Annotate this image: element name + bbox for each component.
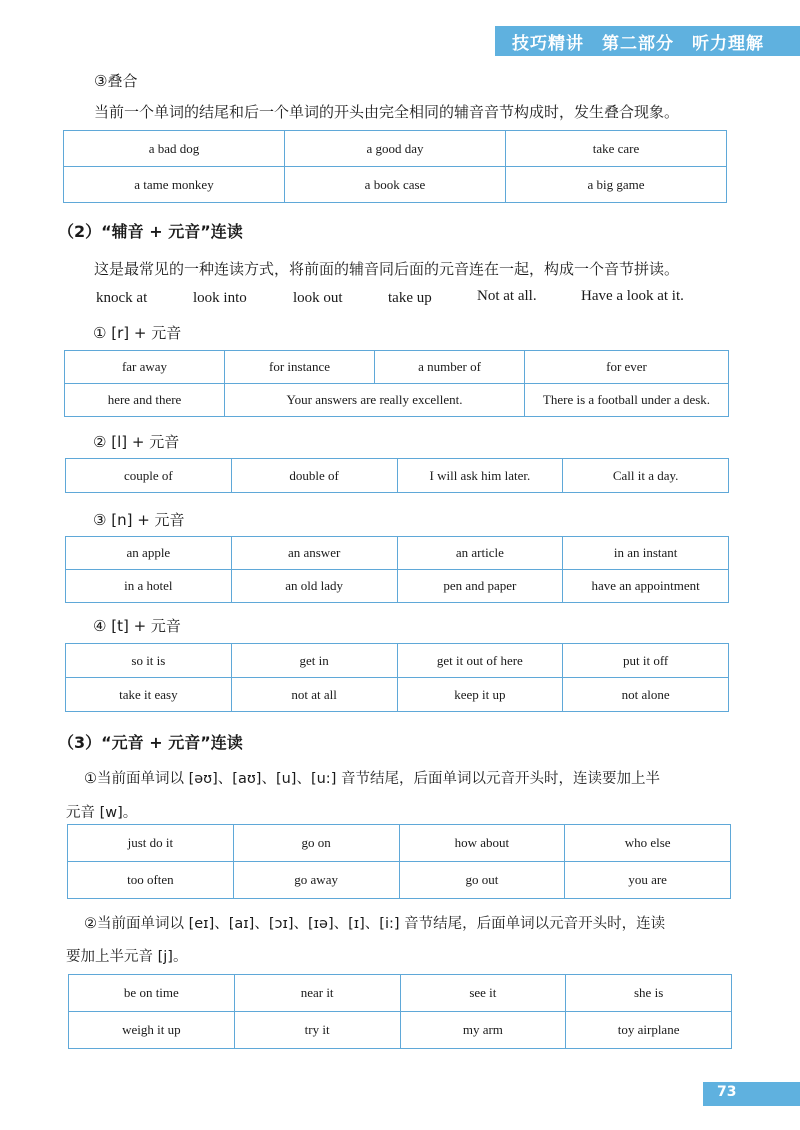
overlap-description: 当前一个单词的结尾和后一个单词的开头由完全相同的辅音音节构成时，发生叠合现象。 <box>94 103 680 121</box>
table-cell: Your answers are really excellent. <box>225 384 525 417</box>
table-cell: in an instant <box>563 537 729 570</box>
r-linking-table <box>64 350 729 417</box>
table-cell: toy airplane <box>566 1012 732 1049</box>
n-linking-table <box>65 536 729 603</box>
j-linking-table <box>68 974 732 1049</box>
table-cell: so it is <box>66 644 232 678</box>
example-phrase: take up <box>388 290 432 306</box>
table-cell: go out <box>399 862 565 899</box>
table-cell: pen and paper <box>397 570 563 603</box>
table-cell: double of <box>231 459 397 493</box>
overlap-table <box>63 130 727 203</box>
subsection-l-title: ② [l] + 元音 <box>93 433 180 451</box>
subsection-r-title: ① [r] + 元音 <box>93 324 182 342</box>
table-row <box>64 167 727 203</box>
table-row <box>66 459 729 493</box>
table-cell: not at all <box>231 678 397 712</box>
table-row <box>65 384 729 417</box>
table-cell: an old lady <box>231 570 397 603</box>
table-cell: There is a football under a desk. <box>525 384 729 417</box>
table-cell: Call it a day. <box>563 459 729 493</box>
table-cell: an article <box>397 537 563 570</box>
table-cell: an apple <box>66 537 232 570</box>
section-3-title: （3）“元音 + 元音”连读 <box>58 733 243 752</box>
table-cell: get it out of here <box>397 644 563 678</box>
table-cell: a good day <box>285 131 506 167</box>
table-cell: a bad dog <box>64 131 285 167</box>
table-cell: a tame monkey <box>64 167 285 203</box>
w-linking-table <box>67 824 731 899</box>
l-linking-table <box>65 458 729 493</box>
table-cell: not alone <box>563 678 729 712</box>
table-cell: who else <box>565 825 731 862</box>
table-cell: a number of <box>375 351 525 384</box>
table-cell: take care <box>506 131 727 167</box>
section-2-description: 这是最常见的一种连读方式，将前面的辅音同后面的元音连在一起，构成一个音节拼读。 <box>94 260 680 278</box>
table-cell: weigh it up <box>69 1012 235 1049</box>
overlap-title: ③叠合 <box>94 72 138 90</box>
table-cell: you are <box>565 862 731 899</box>
rule-w-text-cont: 元音 [w]。 <box>66 805 138 821</box>
table-cell: go away <box>233 862 399 899</box>
table-cell: just do it <box>68 825 234 862</box>
table-cell: go on <box>233 825 399 862</box>
table-cell: for instance <box>225 351 375 384</box>
rule-w-text: ①当前面单词以 [əʊ]、[aʊ]、[u]、[u:] 音节结尾，后面单词以元音开头时，连读要加上半 <box>84 771 660 787</box>
table-cell: a book case <box>285 167 506 203</box>
table-cell: I will ask him later. <box>397 459 563 493</box>
table-cell: be on time <box>69 975 235 1012</box>
table-cell: in a hotel <box>66 570 232 603</box>
table-cell: here and there <box>65 384 225 417</box>
table-cell: far away <box>65 351 225 384</box>
section-2-title: （2）“辅音 + 元音”连读 <box>58 222 243 241</box>
subsection-n-title: ③ [n] + 元音 <box>93 511 185 529</box>
header-title: 技巧精讲 第二部分 听力理解 <box>512 34 764 54</box>
table-cell: near it <box>234 975 400 1012</box>
table-row <box>66 644 729 678</box>
example-phrase: Not at all. <box>477 288 537 304</box>
table-cell: she is <box>566 975 732 1012</box>
table-cell: an answer <box>231 537 397 570</box>
table-cell: couple of <box>66 459 232 493</box>
table-cell: try it <box>234 1012 400 1049</box>
table-row <box>68 862 731 899</box>
table-row <box>64 131 727 167</box>
table-row <box>68 825 731 862</box>
table-row <box>65 351 729 384</box>
example-phrase: look out <box>293 290 343 306</box>
table-row <box>66 537 729 570</box>
table-cell: my arm <box>400 1012 566 1049</box>
example-phrase: knock at <box>96 290 148 306</box>
table-cell: too often <box>68 862 234 899</box>
rule-j-text: ②当前面单词以 [eɪ]、[aɪ]、[ɔɪ]、[ɪə]、[ɪ]、[i:] 音节结尾，后面单词以元音开头时，连读 <box>84 916 666 932</box>
table-cell: a big game <box>506 167 727 203</box>
table-cell: for ever <box>525 351 729 384</box>
table-cell: get in <box>231 644 397 678</box>
rule-j-text-cont: 要加上半元音 [j]。 <box>66 949 188 965</box>
table-row <box>69 1012 732 1049</box>
table-cell: how about <box>399 825 565 862</box>
table-cell: keep it up <box>397 678 563 712</box>
table-row <box>66 678 729 712</box>
table-cell: have an appointment <box>563 570 729 603</box>
page-number: 73 <box>717 1084 737 1100</box>
table-cell: see it <box>400 975 566 1012</box>
t-linking-table <box>65 643 729 712</box>
subsection-t-title: ④ [t] + 元音 <box>93 617 181 635</box>
table-row <box>66 570 729 603</box>
example-phrase: Have a look at it. <box>581 288 684 304</box>
table-row <box>69 975 732 1012</box>
table-cell: take it easy <box>66 678 232 712</box>
table-cell: put it off <box>563 644 729 678</box>
example-phrase: look into <box>193 290 247 306</box>
